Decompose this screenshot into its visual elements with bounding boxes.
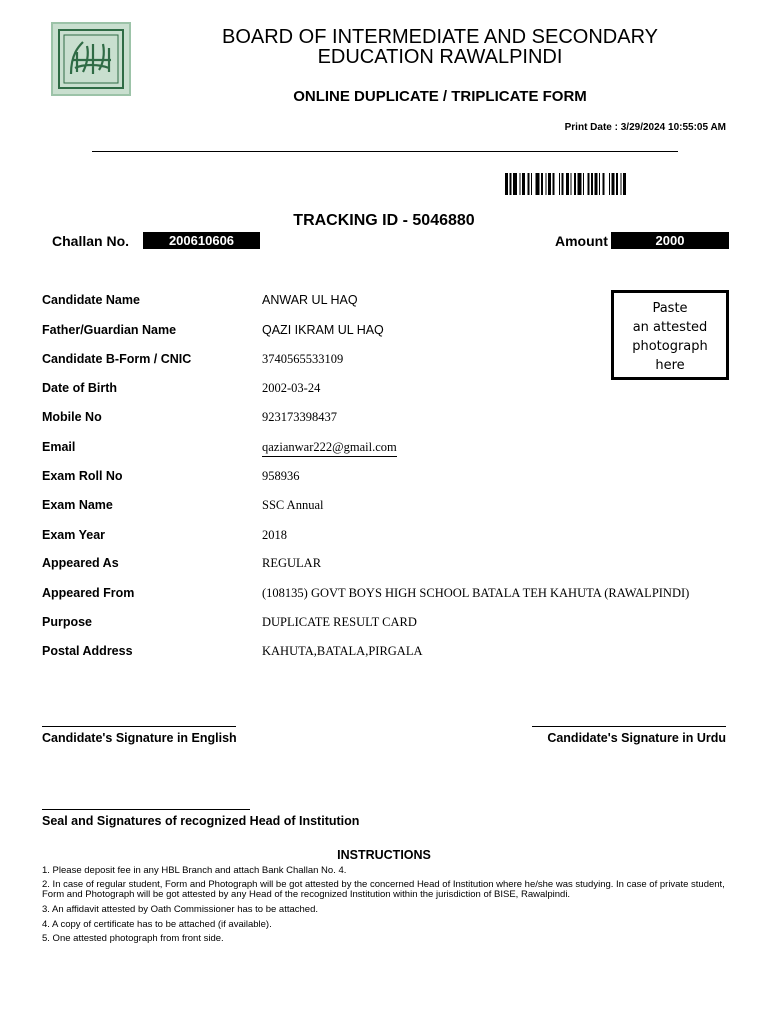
photo-text-line3: photograph	[632, 339, 708, 354]
field-label-postal-address: Postal Address	[42, 644, 133, 658]
field-label-appeared-from: Appeared From	[42, 586, 135, 600]
challan-label: Challan No.	[52, 233, 130, 249]
field-label-email: Email	[42, 440, 76, 454]
form-title: ONLINE DUPLICATE / TRIPLICATE FORM	[293, 88, 587, 105]
header-divider	[92, 151, 678, 152]
field-value-cnic: 3740565533109	[262, 352, 344, 366]
field-value-email[interactable]: qazianwar222@gmail.com	[262, 440, 397, 457]
field-value-mobile: 923173398437	[262, 410, 337, 424]
field-label-father-name: Father/Guardian Name	[42, 323, 177, 337]
instructions-title: INSTRUCTIONS	[337, 848, 431, 862]
signature-line-urdu	[532, 726, 726, 727]
photo-text-line4: here	[655, 358, 685, 373]
print-date: Print Date : 3/29/2024 10:55:05 AM	[564, 122, 726, 133]
amount-label: Amount	[555, 233, 608, 249]
field-label-cnic: Candidate B-Form / CNIC	[42, 352, 192, 366]
instruction-item: 4. A copy of certificate has to be attached (if available).	[42, 919, 272, 930]
field-value-appeared-from: (108135) GOVT BOYS HIGH SCHOOL BATALA TEH KAHUTA (RAWALPINDI)	[262, 586, 690, 600]
signature-urdu-label: Candidate's Signature in Urdu	[547, 731, 726, 745]
seal-signature-line	[42, 809, 250, 810]
field-label-dob: Date of Birth	[42, 381, 117, 395]
seal-signature-label: Seal and Signatures of recognized Head of Institution	[42, 814, 360, 828]
challan-number: 200610606	[143, 232, 260, 249]
field-value-exam-name: SSC Annual	[262, 498, 324, 512]
instruction-item: 1. Please deposit fee in any HBL Branch and attach Bank Challan No. 4.	[42, 865, 347, 876]
field-label-exam-name: Exam Name	[42, 498, 113, 512]
signature-line-english	[42, 726, 236, 727]
photo-text-line1: Paste	[652, 301, 688, 316]
instruction-item: 3. An affidavit attested by Oath Commissioner has to be attached.	[42, 904, 319, 915]
board-logo	[51, 22, 131, 96]
field-value-candidate-name: ANWAR UL HAQ	[262, 293, 358, 307]
photo-text-line2: an attested	[632, 320, 708, 335]
field-value-appeared-as: REGULAR	[262, 556, 322, 570]
photo-placeholder	[611, 290, 729, 380]
board-title-line1: BOARD OF INTERMEDIATE AND SECONDARY	[222, 26, 658, 48]
field-label-appeared-as: Appeared As	[42, 556, 119, 570]
field-label-mobile: Mobile No	[42, 410, 102, 424]
field-label-purpose: Purpose	[42, 615, 93, 629]
field-value-roll-no: 958936	[262, 469, 300, 483]
board-title-line2: EDUCATION RAWALPINDI	[317, 46, 563, 68]
instruction-item: 2. In case of regular student, Form and Photograph will be got attested by the concerned Head of Institution where he/she was studying. In case of private student, Form and Photograph will be got attested by any Head of the recognized Institution within the jurisdiction of BISE, Rawalpindi.	[42, 879, 725, 900]
signature-english-label: Candidate's Signature in English	[42, 731, 237, 745]
field-value-dob: 2002-03-24	[262, 381, 321, 395]
field-value-father-name: QAZI IKRAM UL HAQ	[262, 323, 384, 337]
barcode-icon	[505, 173, 719, 195]
instruction-item: 5. One attested photograph from front side.	[42, 933, 224, 944]
tracking-id: TRACKING ID - 5046880	[293, 212, 475, 229]
field-value-postal-address: KAHUTA,BATALA,PIRGALA	[262, 644, 423, 658]
field-value-exam-year: 2018	[262, 528, 287, 542]
amount-value: 2000	[611, 232, 729, 249]
field-value-purpose: DUPLICATE RESULT CARD	[262, 615, 417, 629]
field-label-exam-year: Exam Year	[42, 528, 106, 542]
seal-emblem-icon	[53, 24, 129, 94]
field-label-roll-no: Exam Roll No	[42, 469, 123, 483]
field-label-candidate-name: Candidate Name	[42, 293, 140, 307]
